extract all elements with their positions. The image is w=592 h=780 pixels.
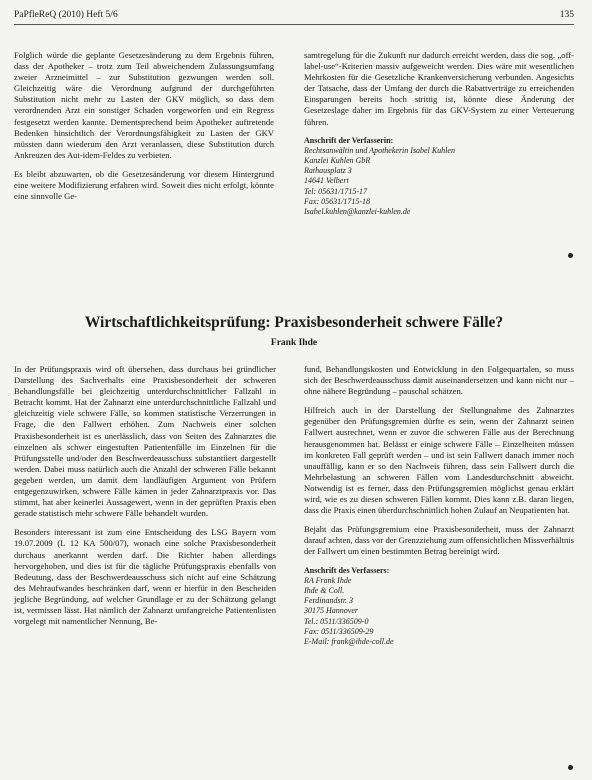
top-left-column bbox=[14, 50, 274, 210]
author-address bbox=[304, 566, 574, 648]
address-line: E-Mail: frank@ihde-coll.de bbox=[304, 636, 394, 646]
address-line: Tel.: 0511/336509-0 bbox=[304, 616, 369, 626]
address-line: Ihde & Coll. bbox=[304, 585, 345, 595]
bottom-right-column bbox=[304, 364, 574, 647]
author-address bbox=[304, 136, 574, 218]
paragraph: Es bleibt abzuwarten, ob die Gesetzesänderung vor diesem Hintergrund eine weitere Modifizierung erfahren wird. Soweit dies nicht erfolgt, könnte eine sinnvolle Ge- bbox=[14, 168, 274, 202]
address-line: Fax: 0511/336509-29 bbox=[304, 626, 374, 636]
address-line: 14641 Velbert bbox=[304, 176, 349, 186]
address-line: Kanzlei Kuhlen GbR bbox=[304, 156, 371, 166]
end-mark-icon bbox=[568, 765, 573, 770]
page-number: 135 bbox=[559, 10, 574, 20]
running-header bbox=[14, 0, 574, 25]
address-line: Isabel.kuhlen@kanzlei-kuhlen.de bbox=[304, 207, 411, 217]
article-title: Wirtschaftlichkeitsprüfung: Praxisbesonderheit schwere Fälle? bbox=[84, 314, 504, 331]
paragraph: In der Prüfungspraxis wird oft übersehen, dass durchaus bei gründlicher Darstellung des Sachverhalts eine Praxisbesonderheit der schweren Behandlungsfälle bei gleichzeitig unterdurchschnittlicher Fallzahl in Betracht kommt. Hat der Zahnarzt eine unterdurchschnittliche Fallzahl und gleichzeitig viele schwere Fälle, so kommen statistische Verzerrungen in Frage, die den Fallwert erhöhen. Zum Nachweis einer solchen Praxisbesonderheit ist es unerlässlich, dass von Seiten des Zahnarztes die einzelnen als schwer eingestuften Patientenfälle im Einzelnen für die Prüfungsstelle und/oder den Beschwerdeausschuss substantiiert dargestellt werden. Dabei muss natürlich auch die Anzahl der schweren Fälle bekannt gegeben werden, um damit dem landläufigen Argument von Prüfern entgegenzuwirken, schwere Fälle kämen in jeder Zahnarztpraxis vor. Das stimmt, hat aber keinerlei Aussagewert, wenn in der geprüften Praxis eben gerade statistisch mehr schwere Fälle behandelt wurden. bbox=[14, 364, 276, 519]
journal-name: PaPfleReQ (2010) Heft 5/6 bbox=[14, 10, 118, 20]
address-heading: Anschrift des Verfassers: bbox=[304, 565, 390, 575]
address-line: Rechtsanwältin und Apothekerin Isabel Kuhlen bbox=[304, 145, 455, 155]
address-line: 30175 Hannover bbox=[304, 606, 358, 616]
address-heading: Anschrift der Verfasserin: bbox=[304, 135, 394, 145]
top-right-column bbox=[304, 50, 574, 217]
paragraph: Besonders interessant ist zum eine Entscheidung des LSG Bayern vom 19.07.2009 (L 12 KA 500/07), wonach eine solche Praxisbesonderheit durchaus anerkannt werden darf. Die Richter haben allerdings hervorgehoben, und dies ist für die tägliche Prüfungspraxis ebenfalls von Bedeutung, dass der Beschwerdeausschuss sich nicht auf eine Schätzung des Mehraufwandes beschränken darf, wenn er hierfür in den Bescheiden jegliche Begründung, auf welcher Grundlage er zu der Schätzung gelangt ist, vermissen lässt. Hat nämlich der Zahnarzt umfangreiche Patientenlisten vorgelegt mit namentlicher Nennung, Be- bbox=[14, 527, 276, 627]
article-author: Frank Ihde bbox=[270, 338, 318, 348]
address-line: Fax: 05631/1715-18 bbox=[304, 196, 370, 206]
paragraph: Bejaht das Prüfungsgremium eine Praxisbesonderheit, muss der Zahnarzt darauf achten, dass vor der Grenzziehung zum offensichtlichen Missverhältnis der Fallwert um einen bestimmten Betrag bereinigt wird. bbox=[304, 524, 574, 557]
paragraph: Hilfreich auch in der Darstellung der Stellungnahme des Zahnarztes gegenüber den Prüfungsgremien dürfte es sein, wenn der Zahnarzt seinen Fallwert ausrechnet, wenn er zuvor die schweren Fälle aus der Berechnung herausgenommen hat. Belässt er einige schwere Fälle – Einzelheiten müssen im konkreten Fall geprüft werden – und ist sein Fallwert danach immer noch unauffällig, kann er so den Nachweis führen, dass sein Fallwert durch die Mehrbelastung an schweren Fällen vom Landesdurchschnitt abweicht. Notwendig ist es ferner, dass den Prüfungsgremien möglichst genau erklärt wird, wie es zu diesen schweren Fällen kommt. Dies kann z.B. daran liegen, dass die Praxis einen überdurchschnittlich hohen Zulauf an Neupatienten hat. bbox=[304, 405, 574, 516]
bottom-left-column bbox=[14, 364, 276, 635]
address-line: Ferdinandstr. 3 bbox=[304, 596, 354, 606]
paragraph: samtregelung für die Zukunft nur dadurch erreicht werden, dass die sog. „off-label-use“-Kriterien massiv aufgeweicht werden. Dies wäre mit wesentlichen Mehrkosten für die Gesetzliche Krankenversicherung verbunden. Angesichts der Tatsache, dass der Umfang der durch die Rabattverträge zu erreichenden Einsparungen bereits hoch strittig ist, könnte diese Änderung der Gesetzeslage daher im Ergebnis für das GKV-System zu einer Verteuerung führen. bbox=[304, 50, 574, 127]
address-line: Tel: 05631/1715-17 bbox=[304, 186, 368, 196]
paragraph: fund, Behandlungskosten und Entwicklung in den Folgequartalen, so muss sich der Beschwerdeausschuss damit auseinandersetzen und kann nicht nur – ohne nähere Begründung – pauschal schätzen. bbox=[304, 364, 574, 397]
end-mark-icon bbox=[568, 253, 573, 258]
paragraph: Folglich würde die geplante Gesetzesänderung zu dem Ergebnis führen, dass der Apotheker – trotz zum Teil abweichendem Zulassungsumfang zweier Arzneimittel – zur Substitution gezwungen werden soll. Gleichzeitig wäre die Verordnung aufgrund der durchgeführten Substitution nicht mehr zu Lasten der GKV möglich, so dass dem verordnenden Arzt ein sonstiger Schaden vorgeworfen und ein Regress festgesetzt werden kannte. Dementsprechend beim Apotheker auftretende Bedenken hinsichtlich der Verordnungsfähigkeit zu Lasten der GKV müssten dann wiederum den Arzt veranlassen, diese Substitution durch Ankreuzen des Aut-idem-Feldes zu verbieten. bbox=[14, 50, 274, 160]
address-line: Rathausplatz 3 bbox=[304, 166, 352, 176]
address-line: RA Frank Ihde bbox=[304, 575, 352, 585]
